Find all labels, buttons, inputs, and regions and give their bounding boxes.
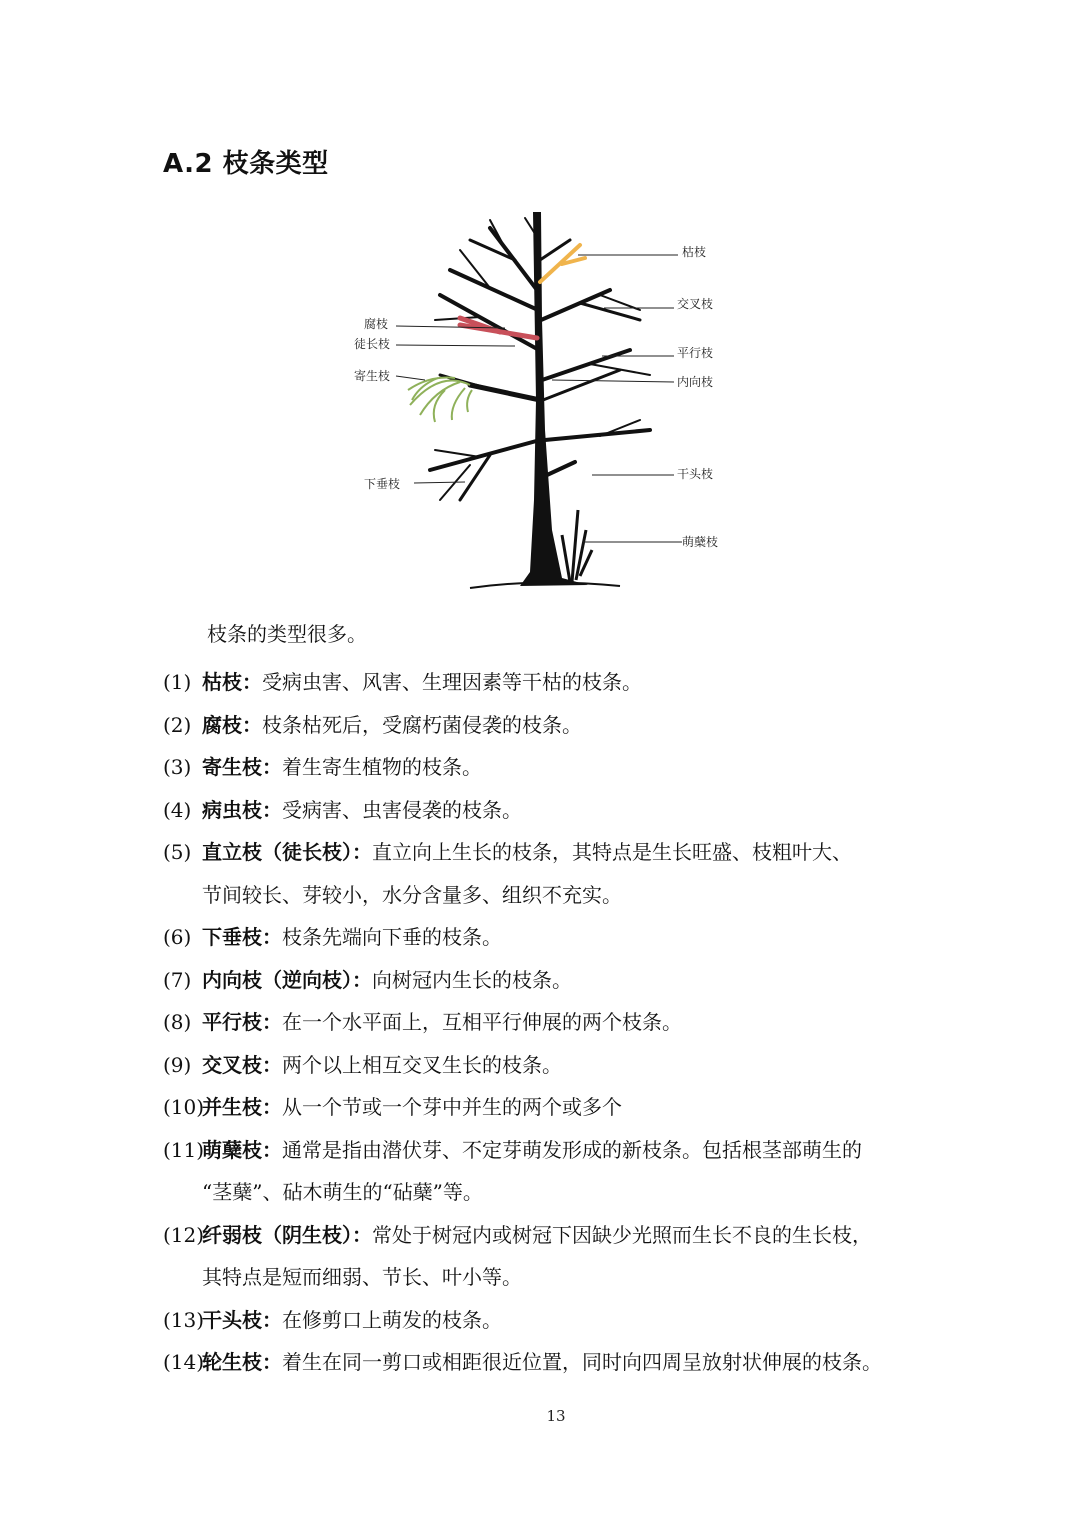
item-term: 病虫枝 (202, 797, 262, 822)
item-number: (12) (163, 1222, 205, 1247)
list-item (163, 916, 953, 959)
item-number: (13) (163, 1307, 205, 1332)
item-number: (10) (163, 1095, 205, 1119)
item-text-continued: “茎蘖”、砧木萌生的“砧蘖”等。 (202, 1180, 483, 1204)
item-body (202, 916, 953, 959)
label-mengniezhi: 萌蘖枝 (682, 535, 719, 549)
label-neixiangzhi: 内向枝 (677, 375, 714, 389)
item-number: (11) (163, 1137, 205, 1162)
item-body (202, 1341, 953, 1384)
item-separator: ： (352, 840, 372, 864)
item-body (202, 1001, 953, 1044)
item-body (202, 789, 953, 832)
item-body (202, 831, 953, 916)
item-body (202, 746, 953, 789)
item-body (202, 1299, 953, 1342)
item-text: 常处于树冠内或树冠下因缺少光照而生长不良的生长枝， (372, 1222, 872, 1247)
label-jishengzhi: 寄生枝 (354, 369, 391, 383)
list-item (163, 1341, 953, 1384)
item-text-continued: 其特点是短而细弱、节长、叶小等。 (202, 1265, 522, 1289)
item-term: 轮生枝 (202, 1350, 262, 1374)
branch-type-list (163, 661, 953, 1384)
item-number: (9) (163, 1052, 192, 1077)
item-number: (2) (163, 712, 192, 737)
item-term: 并生枝 (202, 1095, 262, 1119)
item-separator: ： (352, 1222, 372, 1247)
item-separator: ： (242, 712, 262, 737)
page-number: 13 (546, 1407, 566, 1425)
item-text: 在修剪口上萌发的枝条。 (282, 1307, 502, 1332)
list-item (163, 831, 953, 916)
item-number: (4) (163, 797, 192, 822)
list-item (163, 789, 953, 832)
item-separator: ： (262, 925, 282, 949)
item-term: 干头枝 (202, 1307, 262, 1332)
item-separator: ： (262, 755, 282, 779)
label-fuzhi: 腐枝 (364, 317, 389, 331)
item-number: (3) (163, 755, 192, 779)
item-separator: ： (262, 1010, 282, 1034)
item-text: 受病虫害、风害、生理因素等干枯的枝条。 (262, 670, 642, 694)
item-body (202, 661, 953, 704)
item-body (202, 1214, 953, 1299)
item-separator: ： (262, 1137, 282, 1162)
label-pingxingzhi: 平行枝 (677, 346, 714, 360)
item-term: 寄生枝 (202, 755, 262, 779)
tree-illustration (340, 200, 760, 600)
list-item (163, 1044, 953, 1087)
label-kuzhi: 枯枝 (682, 245, 707, 259)
item-separator: ： (242, 670, 262, 694)
item-term: 纤弱枝（阴生枝） (202, 1222, 352, 1247)
item-text: 在一个水平面上，互相平行伸展的两个枝条。 (282, 1010, 682, 1034)
item-separator: ： (262, 1350, 282, 1374)
item-term: 直立枝（徒长枝） (202, 840, 352, 864)
list-item (163, 1001, 953, 1044)
item-body (202, 1044, 953, 1087)
parasite-foliage (408, 378, 472, 423)
dead-branch (540, 245, 585, 282)
item-separator: ： (352, 967, 372, 992)
item-separator: ： (262, 1095, 282, 1119)
label-gantouzhi: 干头枝 (677, 467, 714, 481)
item-separator: ： (262, 797, 282, 822)
section-heading: A.2 枝条类型 (163, 149, 329, 179)
list-item (163, 1086, 953, 1129)
item-term: 下垂枝 (202, 925, 262, 949)
item-text: 枝条枯死后，受腐朽菌侵袭的枝条。 (262, 712, 582, 737)
list-item (163, 746, 953, 789)
item-body (202, 704, 953, 747)
label-jiaochazhi: 交叉枝 (677, 297, 714, 311)
sucker-branches (562, 510, 592, 582)
item-text: 枝条先端向下垂的枝条。 (282, 925, 502, 949)
list-item (163, 704, 953, 747)
item-text: 直立向上生长的枝条，其特点是生长旺盛、枝粗叶大、 (372, 840, 852, 864)
item-body (202, 959, 953, 1002)
item-term: 腐枝 (202, 712, 242, 737)
item-separator: ： (262, 1052, 282, 1077)
item-body (202, 1086, 953, 1129)
list-item (163, 959, 953, 1002)
item-number: (7) (163, 967, 192, 992)
item-number: (1) (163, 670, 192, 694)
item-number: (14) (163, 1350, 205, 1374)
item-number: (8) (163, 1010, 192, 1034)
item-text: 两个以上相互交叉生长的枝条。 (282, 1052, 562, 1077)
list-item (163, 1129, 953, 1214)
item-term: 平行枝 (202, 1010, 262, 1034)
item-term: 交叉枝 (202, 1052, 262, 1077)
item-text: 着生寄生植物的枝条。 (282, 755, 482, 779)
item-separator: ： (262, 1307, 282, 1332)
item-text-continued: 节间较长、芽较小，水分含量多、组织不充实。 (202, 882, 622, 907)
item-text: 受病害、虫害侵袭的枝条。 (282, 797, 522, 822)
item-text: 向树冠内生长的枝条。 (372, 967, 572, 992)
item-term: 内向枝（逆向枝） (202, 967, 352, 992)
item-number: (6) (163, 925, 192, 949)
item-text: 通常是指由潜伏芽、不定芽萌发形成的新枝条。包括根茎部萌生的 (282, 1137, 862, 1162)
item-text: 从一个节或一个芽中并生的两个或多个 (282, 1095, 622, 1119)
label-xiachuizhi: 下垂枝 (364, 477, 401, 491)
intro-paragraph: 枝条的类型很多。 (207, 622, 367, 646)
item-term: 枯枝 (202, 670, 242, 694)
list-item (163, 1299, 953, 1342)
label-tuchangzhi: 徒长枝 (354, 337, 391, 351)
list-item (163, 661, 953, 704)
item-text: 着生在同一剪口或相距很近位置，同时向四周呈放射状伸展的枝条。 (282, 1350, 882, 1374)
list-item (163, 1214, 953, 1299)
item-term: 萌蘖枝 (202, 1137, 262, 1162)
item-number: (5) (163, 840, 192, 864)
branch-type-tree-figure (340, 200, 760, 600)
item-body (202, 1129, 953, 1214)
